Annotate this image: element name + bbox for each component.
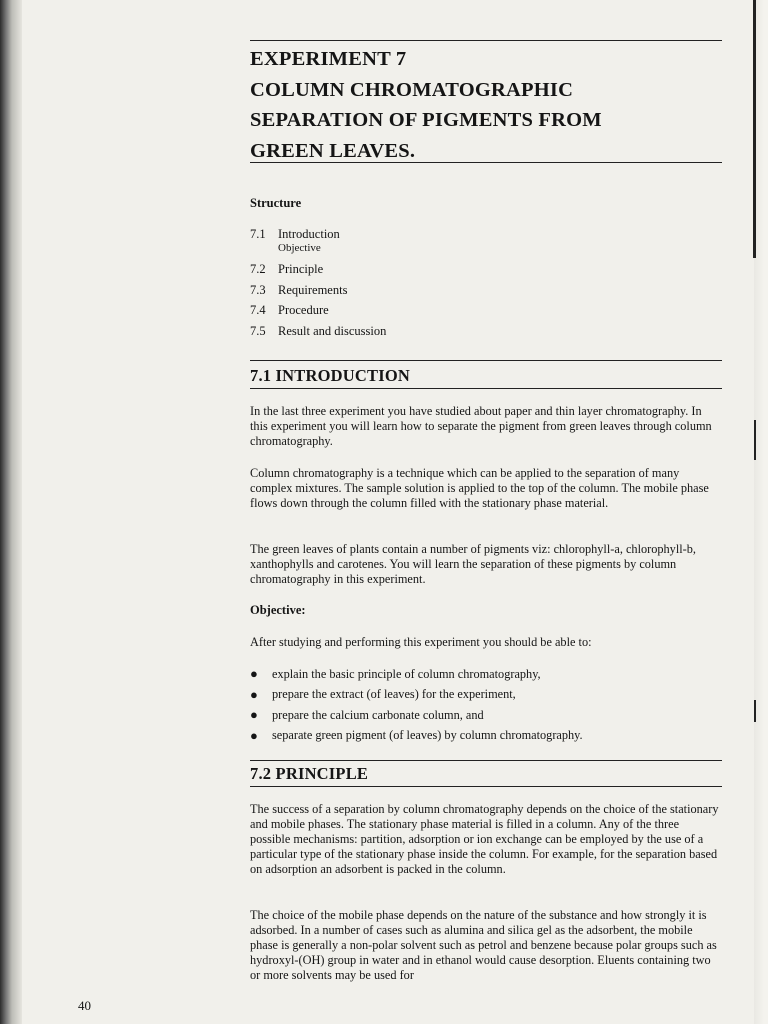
toc-item bbox=[250, 301, 386, 322]
intro-paragraph: Column chromatography is a technique which can be applied to the separation of many complex mixtures. The sample solution is applied to the top of the column. The mobile phase flows down through the column filled with the stationary phase material. bbox=[250, 466, 709, 510]
toc-sublabel: Objective bbox=[278, 241, 321, 254]
toc-label: Result and discussion bbox=[278, 323, 387, 338]
structure-heading: Structure bbox=[250, 196, 302, 210]
objective-item bbox=[250, 664, 583, 685]
bullet-icon: ● bbox=[250, 686, 258, 702]
section-top-rule bbox=[250, 360, 722, 361]
objective-list bbox=[250, 664, 583, 746]
toc-label: Procedure bbox=[278, 303, 329, 318]
title-line: EXPERIMENT 7 bbox=[250, 48, 407, 70]
objective-item bbox=[250, 705, 583, 726]
principle-heading: 7.2 PRINCIPLE bbox=[250, 764, 369, 783]
principle-paragraph: The choice of the mobile phase depends on the nature of the substance and how strongly it is adsorbed. In a number of cases such as alumina and silica gel as the adsorbent, the mobile phase is generally a non-polar solvent such as petrol and benzene because polar groups such as hydroxyl-(OH) group in water and in ethanol would cause desorption. Eluents containing two or more solvents may be used for bbox=[250, 908, 717, 982]
toc-item bbox=[250, 260, 386, 281]
section-bottom-rule bbox=[250, 388, 722, 389]
toc-number: 7.3 bbox=[250, 282, 266, 297]
binding-mark bbox=[753, 0, 756, 258]
bullet-icon: ● bbox=[250, 707, 258, 723]
principle-paragraph: The success of a separation by column chromatography depends on the choice of the stationary and mobile phases. The stationary phase material is filled in a column. Any of the three possible mechanisms: partition, adsorption or ion exchange can be employed by the use of a particular type of the stationary phase inside the column. For example, for the separation based on adsorption an adsorbent is packed in the column. bbox=[250, 802, 719, 876]
bullet-icon: ● bbox=[250, 727, 258, 743]
toc-item bbox=[250, 321, 386, 342]
toc-subitem bbox=[250, 242, 386, 257]
objective-intro: After studying and performing this experiment you should be able to: bbox=[250, 635, 592, 649]
binding-mark bbox=[754, 700, 756, 722]
title-line: COLUMN CHROMATOGRAPHIC bbox=[250, 78, 574, 101]
scan-left-edge bbox=[0, 0, 22, 1024]
toc-number: 7.2 bbox=[250, 262, 266, 277]
title-top-rule bbox=[250, 40, 722, 41]
binding-mark bbox=[754, 420, 756, 460]
introduction-heading: 7.1 INTRODUCTION bbox=[250, 366, 410, 385]
structure-list bbox=[250, 224, 386, 342]
objective-item bbox=[250, 726, 583, 747]
toc-number: 7.1 bbox=[250, 226, 266, 241]
intro-paragraph: The green leaves of plants contain a number of pigments viz: chlorophyll-a, chlorophyll-b, xanthophylls and carotenes. You will learn the separation of these pigments by column chromatography in this experiment. bbox=[250, 542, 696, 586]
page-number: 40 bbox=[78, 998, 91, 1013]
objective-text: prepare the extract (of leaves) for the experiment, bbox=[272, 687, 516, 702]
experiment-title bbox=[250, 44, 602, 166]
toc-label: Introduction bbox=[278, 226, 340, 241]
toc-label: Principle bbox=[278, 262, 324, 277]
toc-label: Requirements bbox=[278, 282, 348, 297]
objective-item bbox=[250, 685, 583, 706]
title-line: GREEN LEAVES. bbox=[250, 139, 416, 162]
intro-paragraph: In the last three experiment you have studied about paper and thin layer chromatography. In this experiment you will learn how to separate the pigment from green leaves through column chromatography. bbox=[250, 404, 712, 448]
toc-number: 7.4 bbox=[250, 303, 266, 318]
section-bottom-rule bbox=[250, 786, 722, 787]
objective-text: explain the basic principle of column chromatography, bbox=[272, 666, 541, 681]
section-top-rule bbox=[250, 760, 722, 761]
objective-text: separate green pigment (of leaves) by column chromatography. bbox=[272, 728, 583, 743]
toc-number: 7.5 bbox=[250, 323, 266, 338]
bullet-icon: ● bbox=[250, 666, 258, 682]
scan-right-edge bbox=[754, 0, 768, 1024]
objective-heading: Objective: bbox=[250, 603, 306, 617]
title-bottom-rule bbox=[250, 162, 722, 163]
toc-item bbox=[250, 280, 386, 301]
objective-text: prepare the calcium carbonate column, and bbox=[272, 707, 484, 722]
title-line: SEPARATION OF PIGMENTS FROM bbox=[250, 109, 602, 131]
